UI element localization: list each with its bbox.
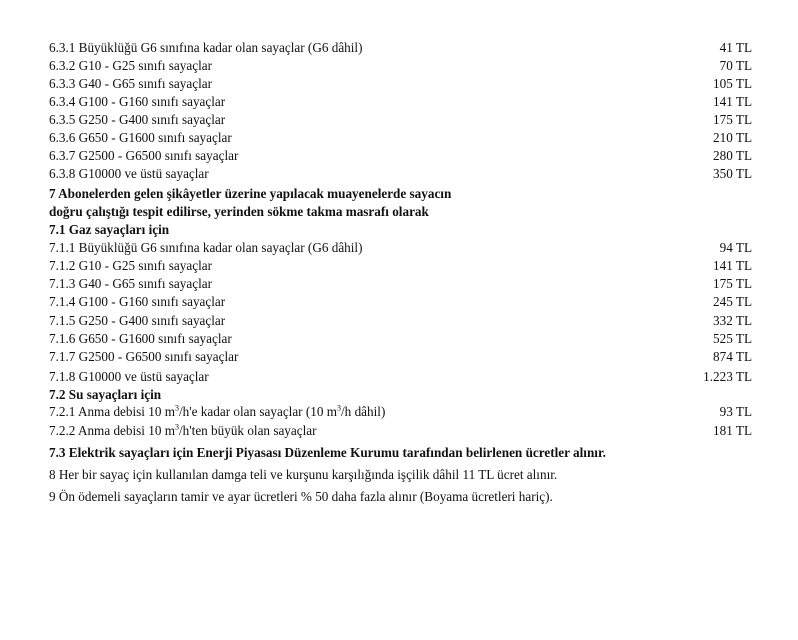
list-item — [49, 331, 752, 349]
heading-gas-meters: 7.1 Gaz sayaçları için — [49, 222, 170, 237]
item-label: 6.3.2 G10 - G25 sınıfı sayaçlar — [49, 58, 212, 73]
list-item — [49, 369, 752, 387]
list-item — [49, 166, 752, 184]
superscript: 3 — [175, 403, 180, 413]
item-price: 93 TL — [719, 404, 752, 419]
list-item — [49, 404, 752, 422]
section-heading — [49, 222, 752, 240]
item-price: 94 TL — [719, 240, 752, 255]
item-label: 7.1.3 G40 - G65 sınıfı sayaçlar — [49, 276, 212, 291]
list-item — [49, 40, 752, 58]
item-label: 7.1.4 G100 - G160 sınıfı sayaçlar — [49, 294, 226, 309]
item-price: 105 TL — [713, 76, 752, 91]
item-label: 6.3.8 G10000 ve üstü sayaçlar — [49, 166, 209, 181]
list-item — [49, 94, 752, 112]
heading-water-meters: 7.2 Su sayaçları için — [49, 387, 162, 402]
electric-meters-note: 7.3 Elektrik sayaçları için Enerji Piyasası Düzenleme Kurumu tarafından belirlenen ücretler alınır. — [49, 445, 606, 460]
item-price: 141 TL — [713, 258, 752, 273]
item-price: 1.223 TL — [703, 369, 752, 384]
list-item — [49, 349, 752, 367]
list-item — [49, 276, 752, 294]
item-label — [49, 404, 385, 420]
item-label: 6.3.3 G40 - G65 sınıfı sayaçlar — [49, 76, 212, 91]
section-heading — [49, 204, 752, 222]
label-part: 7.2.2 Anma debisi 10 m — [49, 423, 176, 438]
item-price: 141 TL — [713, 94, 752, 109]
item-label: 7.1.8 G10000 ve üstü sayaçlar — [49, 369, 209, 384]
item-price: 280 TL — [713, 148, 752, 163]
item-price: 175 TL — [713, 276, 752, 291]
item-label: 6.3.6 G650 - G1600 sınıfı sayaçlar — [49, 130, 232, 145]
item-price: 332 TL — [713, 313, 752, 328]
item-label: 6.3.5 G250 - G400 sınıfı sayaçlar — [49, 112, 226, 127]
label-part: /h'e kadar olan sayaçlar (10 m — [179, 404, 338, 419]
section-heading — [49, 387, 752, 405]
item-label: 6.3.4 G100 - G160 sınıfı sayaçlar — [49, 94, 226, 109]
item-price: 175 TL — [713, 112, 752, 127]
item-label: 6.3.1 Büyüklüğü G6 sınıfına kadar olan sayaçlar (G6 dâhil) — [49, 40, 363, 55]
list-item — [49, 58, 752, 76]
item-label: 7.1.1 Büyüklüğü G6 sınıfına kadar olan sayaçlar (G6 dâhil) — [49, 240, 363, 255]
heading-line-1: 7 Abonelerden gelen şikâyetler üzerine yapılacak muayenelerde sayacın — [49, 186, 452, 201]
list-item — [49, 76, 752, 94]
label-part: /h dâhil) — [341, 404, 386, 419]
list-item — [49, 148, 752, 166]
list-item — [49, 423, 752, 441]
item-label: 7.1.2 G10 - G25 sınıfı sayaçlar — [49, 258, 212, 273]
seal-wire-note: 8 Her bir sayaç için kullanılan damga teli ve kurşunu karşılığında işçilik dâhil 11 TL ücret alınır. — [49, 467, 558, 482]
list-item — [49, 294, 752, 312]
paragraph — [49, 467, 778, 485]
item-price: 41 TL — [719, 40, 752, 55]
item-label: 7.1.7 G2500 - G6500 sınıfı sayaçlar — [49, 349, 239, 364]
item-price: 210 TL — [713, 130, 752, 145]
label-part: /h'ten büyük olan sayaçlar — [179, 423, 317, 438]
list-item — [49, 240, 752, 258]
item-label: 7.1.6 G650 - G1600 sınıfı sayaçlar — [49, 331, 232, 346]
item-price: 181 TL — [713, 423, 752, 438]
item-label: 7.1.5 G250 - G400 sınıfı sayaçlar — [49, 313, 226, 328]
prepaid-meters-note: 9 Ön ödemeli sayaçların tamir ve ayar ücretleri % 50 daha fazla alınır (Boyama ücretleri hariç). — [49, 489, 553, 504]
item-price: 525 TL — [713, 331, 752, 346]
superscript: 3 — [175, 422, 180, 432]
item-price: 70 TL — [719, 58, 752, 73]
list-item — [49, 130, 752, 148]
paragraph — [49, 489, 778, 507]
heading-line-2: doğru çalıştığı tespit edilirse, yerinden sökme takma masrafı olarak — [49, 204, 429, 219]
list-item — [49, 258, 752, 276]
item-label — [49, 423, 317, 439]
list-item — [49, 112, 752, 130]
item-label: 6.3.7 G2500 - G6500 sınıfı sayaçlar — [49, 148, 239, 163]
item-price: 245 TL — [713, 294, 752, 309]
label-part: 7.2.1 Anma debisi 10 m — [49, 404, 176, 419]
item-price: 874 TL — [713, 349, 752, 364]
list-item — [49, 313, 752, 331]
paragraph — [49, 445, 778, 463]
item-price: 350 TL — [713, 166, 752, 181]
section-heading — [49, 186, 752, 204]
superscript: 3 — [337, 403, 342, 413]
